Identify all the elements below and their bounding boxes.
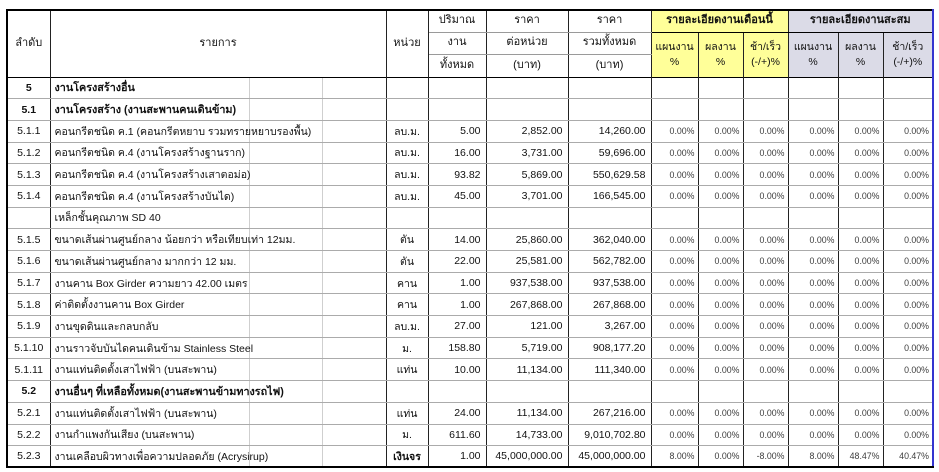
cell-month-actual: 0.00% xyxy=(698,294,743,316)
cell-cumulative-variance: 0.00% xyxy=(883,164,933,186)
cell-cumulative-plan: 0.00% xyxy=(788,120,838,142)
cell-cumulative-plan: 0.00% xyxy=(788,402,838,424)
cell-month-actual: 0.00% xyxy=(698,185,743,207)
cell-total-price: 3,267.00 xyxy=(568,316,651,338)
cell-description: งานราวจับบันไดคนเดินข้าม Stainless Steel xyxy=(50,337,386,359)
cell-description: งานแท่นติดตั้งเสาไฟฟ้า (บนสะพาน) xyxy=(50,359,386,381)
cell-month-variance: 0.00% xyxy=(743,424,788,446)
month-variance-unit-label: (-/+)% xyxy=(751,55,780,68)
cell-month-actual xyxy=(698,207,743,229)
cell-unit-price: 11,134.00 xyxy=(486,402,568,424)
cell-quantity: 27.00 xyxy=(428,316,486,338)
cell-unit-price: 121.00 xyxy=(486,316,568,338)
cell-month-variance xyxy=(743,381,788,403)
col-header-month-plan xyxy=(651,32,698,77)
table-row xyxy=(7,207,933,229)
cell-item-no: 5.1.1 xyxy=(7,120,50,142)
table-row xyxy=(7,294,933,316)
month-plan-label: แผนงาน xyxy=(655,41,694,54)
cell-cumulative-plan xyxy=(788,77,838,99)
cell-description: งานอื่นๆ ที่เหลือทั้งหมด(งานสะพานข้ามทางรถไฟ) xyxy=(50,381,386,403)
cell-quantity: 611.60 xyxy=(428,424,486,446)
cell-item-no: 5.1.7 xyxy=(7,272,50,294)
cell-month-plan: 0.00% xyxy=(651,164,698,186)
cell-month-plan xyxy=(651,381,698,403)
col-header-cumulative-plan xyxy=(788,32,838,77)
cell-month-actual xyxy=(698,99,743,121)
cell-cumulative-variance: 0.00% xyxy=(883,337,933,359)
cell-cumulative-actual: 0.00% xyxy=(838,294,883,316)
cell-unit-price xyxy=(486,99,568,121)
cell-month-variance: 0.00% xyxy=(743,185,788,207)
cumulative-variance-label: ช้า/เร็ว xyxy=(892,41,924,54)
cell-cumulative-variance: 0.00% xyxy=(883,402,933,424)
cell-unit: ลบ.ม. xyxy=(386,316,428,338)
cell-quantity: 45.00 xyxy=(428,185,486,207)
cell-cumulative-actual: 0.00% xyxy=(838,120,883,142)
month-plan-unit-label: % xyxy=(669,55,680,68)
cell-cumulative-actual xyxy=(838,99,883,121)
cell-cumulative-plan: 0.00% xyxy=(788,316,838,338)
cell-unit-price: 5,869.00 xyxy=(486,164,568,186)
cell-month-plan: 0.00% xyxy=(651,359,698,381)
cell-quantity: 158.80 xyxy=(428,337,486,359)
cell-cumulative-variance: 0.00% xyxy=(883,294,933,316)
cell-month-plan: 0.00% xyxy=(651,294,698,316)
cell-month-plan: 0.00% xyxy=(651,251,698,273)
cell-description: งานเคลือบผิวทางเพื่อความปลอดภัย (Acrysirup) xyxy=(50,446,386,468)
cell-cumulative-actual xyxy=(838,381,883,403)
cell-description: คอนกรีตชนิด ค.4 (งานโครงสร้างเสาตอม่อ) xyxy=(50,164,386,186)
cell-cumulative-plan: 0.00% xyxy=(788,424,838,446)
col-header-total-price-line1: ราคา xyxy=(568,10,651,32)
cell-cumulative-variance: 0.00% xyxy=(883,229,933,251)
cell-quantity xyxy=(428,207,486,229)
cell-month-plan: 0.00% xyxy=(651,229,698,251)
cumulative-group-title: รายละเอียดงานสะสม xyxy=(788,10,933,32)
cell-quantity: 16.00 xyxy=(428,142,486,164)
table-row xyxy=(7,424,933,446)
cell-item-no: 5.2.3 xyxy=(7,446,50,468)
cell-cumulative-actual: 0.00% xyxy=(838,402,883,424)
cell-month-variance: 0.00% xyxy=(743,337,788,359)
cell-month-plan: 0.00% xyxy=(651,337,698,359)
table-row xyxy=(7,251,933,273)
cell-total-price xyxy=(568,207,651,229)
cell-quantity: 24.00 xyxy=(428,402,486,424)
cell-cumulative-plan xyxy=(788,207,838,229)
cell-quantity xyxy=(428,77,486,99)
cell-month-plan xyxy=(651,77,698,99)
cell-unit xyxy=(386,207,428,229)
cell-cumulative-plan: 0.00% xyxy=(788,185,838,207)
cell-month-actual xyxy=(698,77,743,99)
cell-month-variance: 0.00% xyxy=(743,142,788,164)
cell-month-actual: 0.00% xyxy=(698,251,743,273)
table-row xyxy=(7,337,933,359)
cell-cumulative-actual: 0.00% xyxy=(838,251,883,273)
cell-total-price: 9,010,702.80 xyxy=(568,424,651,446)
cell-item-no: 5.2.1 xyxy=(7,402,50,424)
cell-quantity: 10.00 xyxy=(428,359,486,381)
col-header-cumulative-actual xyxy=(838,32,883,77)
cell-total-price: 166,545.00 xyxy=(568,185,651,207)
cell-month-actual: 0.00% xyxy=(698,359,743,381)
table-header xyxy=(7,10,933,77)
cell-total-price: 362,040.00 xyxy=(568,229,651,251)
cell-month-variance: 0.00% xyxy=(743,251,788,273)
cell-cumulative-variance: 0.00% xyxy=(883,359,933,381)
cell-month-variance: -8.00% xyxy=(743,446,788,468)
cell-cumulative-actual: 0.00% xyxy=(838,185,883,207)
cell-unit-price xyxy=(486,381,568,403)
cell-description: งานขุดดินและกลบกลับ xyxy=(50,316,386,338)
cell-cumulative-variance xyxy=(883,99,933,121)
cell-cumulative-variance: 0.00% xyxy=(883,424,933,446)
cell-quantity: 14.00 xyxy=(428,229,486,251)
cell-month-actual: 0.00% xyxy=(698,142,743,164)
cell-description: คอนกรีตชนิด ค.1 (คอนกรีตหยาบ รวมทรายหยาบรองพื้น) xyxy=(50,120,386,142)
col-header-month-actual xyxy=(698,32,743,77)
cell-unit-price: 25,581.00 xyxy=(486,251,568,273)
cell-cumulative-plan: 0.00% xyxy=(788,251,838,273)
col-header-total-price-line3: (บาท) xyxy=(568,54,651,77)
cell-unit-price xyxy=(486,77,568,99)
cell-month-variance: 0.00% xyxy=(743,402,788,424)
cell-unit: เงินจร xyxy=(386,446,428,468)
cell-month-variance: 0.00% xyxy=(743,316,788,338)
col-header-description: รายการ xyxy=(50,10,386,77)
cell-month-variance: 0.00% xyxy=(743,359,788,381)
cell-unit-price: 25,860.00 xyxy=(486,229,568,251)
cell-cumulative-actual xyxy=(838,77,883,99)
cell-item-no: 5.1.5 xyxy=(7,229,50,251)
cell-total-price: 562,782.00 xyxy=(568,251,651,273)
cell-cumulative-variance xyxy=(883,77,933,99)
table-row xyxy=(7,77,933,99)
cell-item-no: 5.1.8 xyxy=(7,294,50,316)
cell-month-actual: 0.00% xyxy=(698,402,743,424)
cell-month-plan: 0.00% xyxy=(651,402,698,424)
cell-total-price xyxy=(568,381,651,403)
cell-cumulative-plan: 0.00% xyxy=(788,164,838,186)
cell-month-plan xyxy=(651,207,698,229)
cell-unit: ม. xyxy=(386,337,428,359)
cell-quantity: 93.82 xyxy=(428,164,486,186)
cell-quantity: 22.00 xyxy=(428,251,486,273)
cell-cumulative-variance xyxy=(883,381,933,403)
cell-unit: ม. xyxy=(386,424,428,446)
col-header-quantity-line1: ปริมาณ xyxy=(428,10,486,32)
cell-description: งานโครงสร้าง (งานสะพานคนเดินข้าม) xyxy=(50,99,386,121)
cell-cumulative-actual: 0.00% xyxy=(838,424,883,446)
cell-total-price: 111,340.00 xyxy=(568,359,651,381)
table-row xyxy=(7,359,933,381)
table-row xyxy=(7,185,933,207)
cell-month-actual: 0.00% xyxy=(698,164,743,186)
cell-cumulative-actual: 0.00% xyxy=(838,272,883,294)
cumulative-plan-label: แผนงาน xyxy=(793,41,833,54)
cell-total-price: 937,538.00 xyxy=(568,272,651,294)
cell-quantity: 5.00 xyxy=(428,120,486,142)
cell-month-variance: 0.00% xyxy=(743,294,788,316)
cell-cumulative-actual: 0.00% xyxy=(838,142,883,164)
cell-description: ค่าติดตั้งงานคาน Box Girder xyxy=(50,294,386,316)
cell-month-actual: 0.00% xyxy=(698,424,743,446)
cell-month-actual: 0.00% xyxy=(698,337,743,359)
cell-total-price: 267,868.00 xyxy=(568,294,651,316)
month-group-title: รายละเอียดงานเดือนนี้ xyxy=(651,10,788,32)
cell-unit: คาน xyxy=(386,294,428,316)
cell-unit-price: 11,134.00 xyxy=(486,359,568,381)
cell-total-price: 267,216.00 xyxy=(568,402,651,424)
cumulative-variance-unit-label: (-/+)% xyxy=(893,55,923,68)
cumulative-actual-label: ผลงาน xyxy=(845,41,876,54)
cell-unit: ลบ.ม. xyxy=(386,164,428,186)
cell-item-no: 5.1.2 xyxy=(7,142,50,164)
cell-month-plan: 0.00% xyxy=(651,272,698,294)
cell-cumulative-plan: 0.00% xyxy=(788,294,838,316)
cell-quantity: 1.00 xyxy=(428,272,486,294)
cell-total-price: 14,260.00 xyxy=(568,120,651,142)
table-row xyxy=(7,99,933,121)
cell-unit-price: 3,731.00 xyxy=(486,142,568,164)
table-row xyxy=(7,446,933,468)
cell-unit: ลบ.ม. xyxy=(386,185,428,207)
cell-unit-price: 14,733.00 xyxy=(486,424,568,446)
table-row xyxy=(7,316,933,338)
boq-progress-table xyxy=(6,9,934,468)
cell-month-actual: 0.00% xyxy=(698,120,743,142)
cell-item-no: 5.1 xyxy=(7,99,50,121)
cell-total-price xyxy=(568,99,651,121)
cell-cumulative-variance xyxy=(883,207,933,229)
cell-total-price xyxy=(568,77,651,99)
month-variance-label: ช้า/เร็ว xyxy=(749,41,782,54)
cell-month-plan: 0.00% xyxy=(651,120,698,142)
cell-description: งานโครงสร้างอื่น xyxy=(50,77,386,99)
col-header-total-price-line2: รวมทั้งหมด xyxy=(568,32,651,54)
cell-quantity xyxy=(428,99,486,121)
table-row xyxy=(7,402,933,424)
col-header-month-variance xyxy=(743,32,788,77)
cell-unit-price xyxy=(486,207,568,229)
col-header-no: ลำดับ xyxy=(7,10,50,77)
cell-item-no: 5.2 xyxy=(7,381,50,403)
cell-unit-price: 45,000,000.00 xyxy=(486,446,568,468)
cell-quantity xyxy=(428,381,486,403)
cell-description: คอนกรีตชนิด ค.4 (งานโครงสร้างบันได) xyxy=(50,185,386,207)
cell-unit-price: 267,868.00 xyxy=(486,294,568,316)
cell-unit xyxy=(386,381,428,403)
cell-unit-price: 3,701.00 xyxy=(486,185,568,207)
col-header-cumulative-variance xyxy=(883,32,933,77)
cell-description: งานกำแพงกันเสียง (บนสะพาน) xyxy=(50,424,386,446)
cell-item-no: 5.1.11 xyxy=(7,359,50,381)
col-header-quantity-line3: ทั้งหมด xyxy=(428,54,486,77)
cell-month-plan: 0.00% xyxy=(651,185,698,207)
cell-month-variance xyxy=(743,77,788,99)
cell-cumulative-actual: 0.00% xyxy=(838,164,883,186)
cell-month-variance: 0.00% xyxy=(743,272,788,294)
cell-cumulative-plan: 0.00% xyxy=(788,272,838,294)
cell-month-plan xyxy=(651,99,698,121)
cell-month-actual: 0.00% xyxy=(698,316,743,338)
cell-total-price: 59,696.00 xyxy=(568,142,651,164)
cell-item-no: 5.1.4 xyxy=(7,185,50,207)
cell-unit: คาน xyxy=(386,272,428,294)
cell-cumulative-plan: 0.00% xyxy=(788,229,838,251)
cell-cumulative-actual: 0.00% xyxy=(838,337,883,359)
cell-total-price: 45,000,000.00 xyxy=(568,446,651,468)
cell-cumulative-variance: 0.00% xyxy=(883,272,933,294)
cell-cumulative-variance: 0.00% xyxy=(883,316,933,338)
cell-unit: ตัน xyxy=(386,229,428,251)
cell-cumulative-plan xyxy=(788,381,838,403)
cell-unit: ตัน xyxy=(386,251,428,273)
cell-description: ขนาดเส้นผ่านศูนย์กลาง น้อยกว่า หรือเทียบเท่า 12มม. xyxy=(50,229,386,251)
cell-month-variance xyxy=(743,99,788,121)
cell-cumulative-actual: 0.00% xyxy=(838,229,883,251)
col-header-unit-price-line2: ต่อหน่วย xyxy=(486,32,568,54)
cell-month-variance: 0.00% xyxy=(743,164,788,186)
cell-cumulative-variance: 0.00% xyxy=(883,185,933,207)
cell-description: ขนาดเส้นผ่านศูนย์กลาง มากกว่า 12 มม. xyxy=(50,251,386,273)
cell-unit: ลบ.ม. xyxy=(386,142,428,164)
table-row xyxy=(7,272,933,294)
cell-description: เหล็กชั้นคุณภาพ SD 40 xyxy=(50,207,386,229)
cell-unit-price: 937,538.00 xyxy=(486,272,568,294)
cell-cumulative-actual: 0.00% xyxy=(838,359,883,381)
cell-unit: แท่น xyxy=(386,359,428,381)
cell-item-no: 5.1.10 xyxy=(7,337,50,359)
cell-item-no: 5.1.9 xyxy=(7,316,50,338)
cell-month-plan: 0.00% xyxy=(651,424,698,446)
cell-month-actual: 0.00% xyxy=(698,446,743,468)
col-header-unit: หน่วย xyxy=(386,10,428,77)
month-actual-label: ผลงาน xyxy=(705,41,736,54)
cumulative-plan-unit-label: % xyxy=(808,55,818,68)
cell-month-variance xyxy=(743,207,788,229)
cell-total-price: 908,177.20 xyxy=(568,337,651,359)
cell-cumulative-plan: 0.00% xyxy=(788,359,838,381)
cell-month-actual: 0.00% xyxy=(698,272,743,294)
table-body xyxy=(7,77,933,467)
cell-month-variance: 0.00% xyxy=(743,120,788,142)
col-header-quantity-line2: งาน xyxy=(428,32,486,54)
cell-unit xyxy=(386,77,428,99)
table-row xyxy=(7,142,933,164)
cell-quantity: 1.00 xyxy=(428,446,486,468)
cell-cumulative-actual xyxy=(838,207,883,229)
cell-cumulative-plan: 0.00% xyxy=(788,142,838,164)
cell-cumulative-variance: 40.47% xyxy=(883,446,933,468)
cell-cumulative-plan: 8.00% xyxy=(788,446,838,468)
cell-item-no: 5.1.6 xyxy=(7,251,50,273)
cell-item-no: 5.2.2 xyxy=(7,424,50,446)
cell-month-actual: 0.00% xyxy=(698,229,743,251)
cell-item-no: 5.1.3 xyxy=(7,164,50,186)
cell-month-plan: 0.00% xyxy=(651,316,698,338)
cell-unit xyxy=(386,99,428,121)
cell-cumulative-variance: 0.00% xyxy=(883,251,933,273)
cell-description: งานแท่นติดตั้งเสาไฟฟ้า (บนสะพาน) xyxy=(50,402,386,424)
table-row xyxy=(7,381,933,403)
cell-unit: ลบ.ม. xyxy=(386,120,428,142)
month-actual-unit-label: % xyxy=(715,55,726,68)
cell-description: คอนกรีตชนิด ค.4 (งานโครงสร้างฐานราก) xyxy=(50,142,386,164)
table-row xyxy=(7,229,933,251)
cell-cumulative-variance: 0.00% xyxy=(883,120,933,142)
cell-cumulative-plan xyxy=(788,99,838,121)
table-row xyxy=(7,120,933,142)
cell-cumulative-variance: 0.00% xyxy=(883,142,933,164)
col-header-unit-price-line1: ราคา xyxy=(486,10,568,32)
cumulative-actual-unit-label: % xyxy=(855,55,866,68)
cell-description: งานคาน Box Girder ความยาว 42.00 เมตร xyxy=(50,272,386,294)
cell-quantity: 1.00 xyxy=(428,294,486,316)
cell-cumulative-plan: 0.00% xyxy=(788,337,838,359)
cell-unit-price: 2,852.00 xyxy=(486,120,568,142)
cell-total-price: 550,629.58 xyxy=(568,164,651,186)
table-row xyxy=(7,164,933,186)
cell-cumulative-actual: 0.00% xyxy=(838,316,883,338)
cell-month-actual xyxy=(698,381,743,403)
col-header-unit-price-line3: (บาท) xyxy=(486,54,568,77)
cell-item-no xyxy=(7,207,50,229)
cell-cumulative-actual: 48.47% xyxy=(838,446,883,468)
cell-item-no: 5 xyxy=(7,77,50,99)
cell-unit: แท่น xyxy=(386,402,428,424)
cell-unit-price: 5,719.00 xyxy=(486,337,568,359)
cell-month-plan: 0.00% xyxy=(651,142,698,164)
cell-month-variance: 0.00% xyxy=(743,229,788,251)
cell-month-plan: 8.00% xyxy=(651,446,698,468)
